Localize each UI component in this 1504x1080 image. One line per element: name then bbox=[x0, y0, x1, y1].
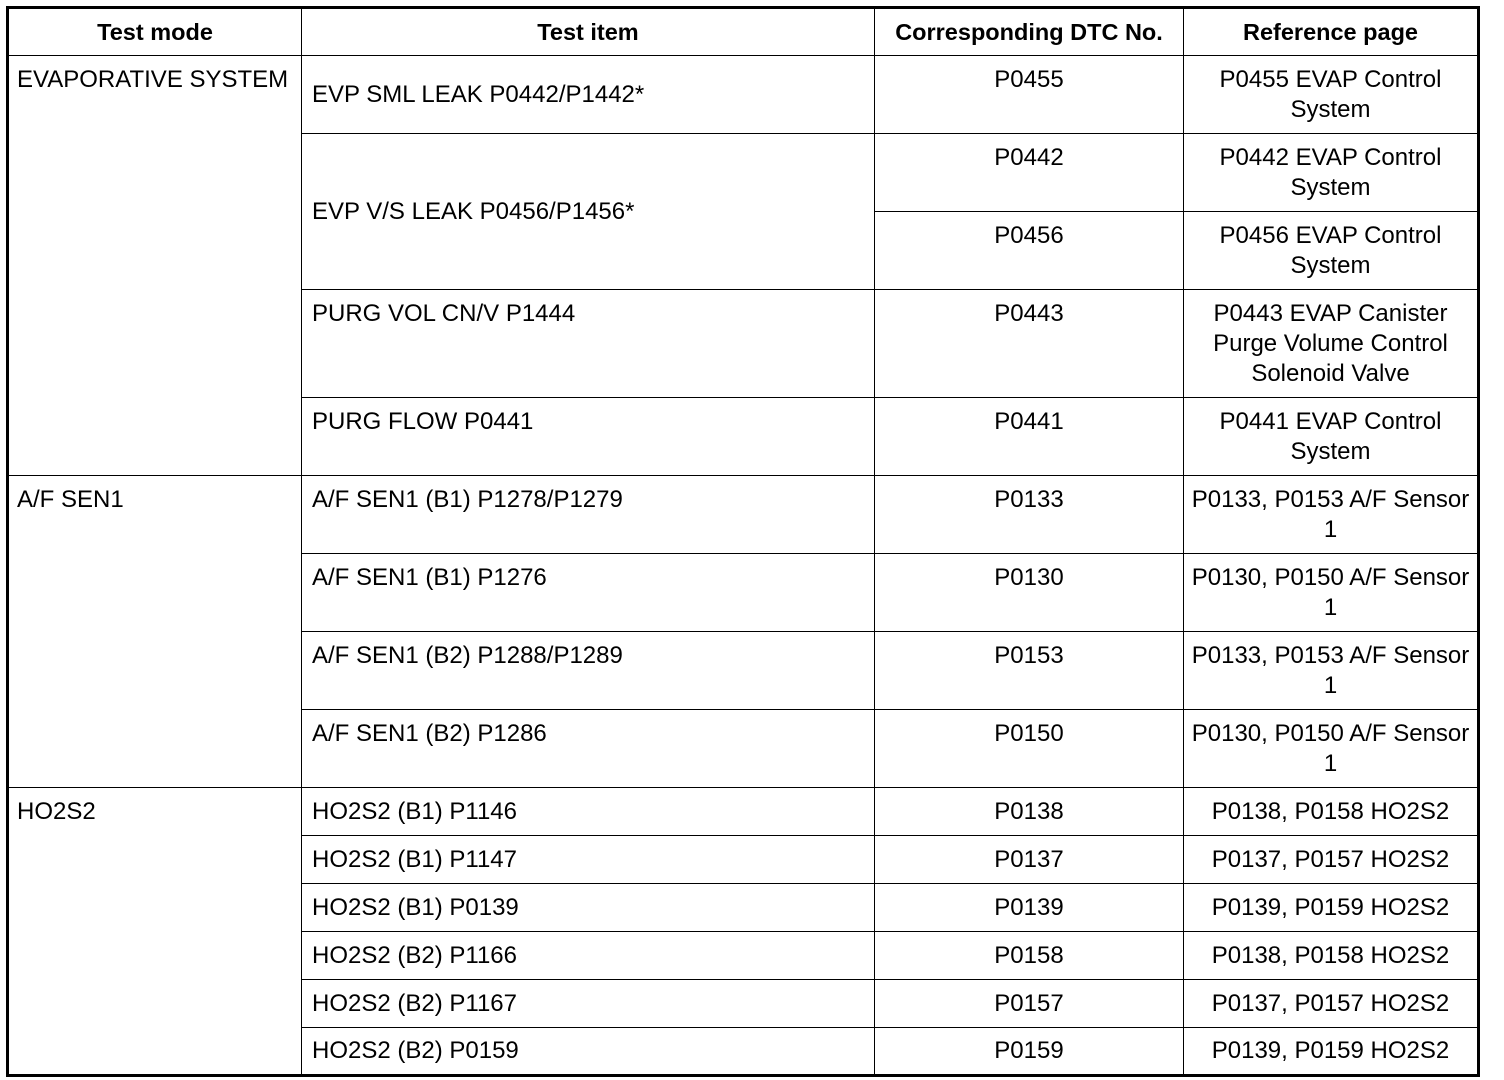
reference-cell: P0130, P0150 A/F Sensor 1 bbox=[1184, 554, 1479, 632]
test-item-cell: A/F SEN1 (B2) P1288/P1289 bbox=[302, 632, 875, 710]
dtc-cell: P0153 bbox=[875, 632, 1184, 710]
header-test-item: Test item bbox=[302, 8, 875, 56]
dtc-cell: P0157 bbox=[875, 980, 1184, 1028]
test-item-cell: EVP V/S LEAK P0456/P1456* bbox=[302, 134, 875, 290]
dtc-cell: P0443 bbox=[875, 290, 1184, 398]
reference-cell: P0130, P0150 A/F Sensor 1 bbox=[1184, 710, 1479, 788]
test-item-cell: HO2S2 (B2) P1167 bbox=[302, 980, 875, 1028]
reference-cell: P0138, P0158 HO2S2 bbox=[1184, 932, 1479, 980]
test-item-cell: A/F SEN1 (B1) P1278/P1279 bbox=[302, 476, 875, 554]
test-item-cell: HO2S2 (B1) P1147 bbox=[302, 836, 875, 884]
table-row bbox=[8, 476, 1479, 554]
dtc-cell: P0138 bbox=[875, 788, 1184, 836]
header-test-mode: Test mode bbox=[8, 8, 302, 56]
dtc-cell: P0455 bbox=[875, 56, 1184, 134]
test-item-cell: EVP SML LEAK P0442/P1442* bbox=[302, 56, 875, 134]
dtc-reference-table bbox=[6, 6, 1480, 1077]
reference-cell: P0139, P0159 HO2S2 bbox=[1184, 884, 1479, 932]
test-item-cell: PURG FLOW P0441 bbox=[302, 398, 875, 476]
dtc-cell: P0139 bbox=[875, 884, 1184, 932]
test-item-cell: HO2S2 (B1) P1146 bbox=[302, 788, 875, 836]
test-item-cell: A/F SEN1 (B2) P1286 bbox=[302, 710, 875, 788]
table-row bbox=[8, 56, 1479, 134]
header-row bbox=[8, 8, 1479, 56]
test-item-cell: PURG VOL CN/V P1444 bbox=[302, 290, 875, 398]
dtc-cell: P0456 bbox=[875, 212, 1184, 290]
reference-cell: P0455 EVAP Control System bbox=[1184, 56, 1479, 134]
reference-cell: P0137, P0157 HO2S2 bbox=[1184, 836, 1479, 884]
dtc-cell: P0158 bbox=[875, 932, 1184, 980]
dtc-cell: P0150 bbox=[875, 710, 1184, 788]
test-item-cell: HO2S2 (B1) P0139 bbox=[302, 884, 875, 932]
table-row bbox=[8, 788, 1479, 836]
reference-cell: P0133, P0153 A/F Sensor 1 bbox=[1184, 632, 1479, 710]
reference-cell: P0456 EVAP Control System bbox=[1184, 212, 1479, 290]
test-item-cell: A/F SEN1 (B1) P1276 bbox=[302, 554, 875, 632]
reference-cell: P0443 EVAP Canister Purge Volume Control Solenoid Valve bbox=[1184, 290, 1479, 398]
test-mode-cell: EVAPORATIVE SYSTEM bbox=[8, 56, 302, 476]
dtc-cell: P0137 bbox=[875, 836, 1184, 884]
reference-cell: P0138, P0158 HO2S2 bbox=[1184, 788, 1479, 836]
reference-cell: P0133, P0153 A/F Sensor 1 bbox=[1184, 476, 1479, 554]
header-dtc-no: Corresponding DTC No. bbox=[875, 8, 1184, 56]
dtc-cell: P0442 bbox=[875, 134, 1184, 212]
dtc-cell: P0130 bbox=[875, 554, 1184, 632]
reference-cell: P0442 EVAP Control System bbox=[1184, 134, 1479, 212]
dtc-cell: P0159 bbox=[875, 1028, 1184, 1076]
test-item-cell: HO2S2 (B2) P1166 bbox=[302, 932, 875, 980]
test-mode-cell: A/F SEN1 bbox=[8, 476, 302, 788]
dtc-cell: P0441 bbox=[875, 398, 1184, 476]
test-item-cell: HO2S2 (B2) P0159 bbox=[302, 1028, 875, 1076]
reference-cell: P0137, P0157 HO2S2 bbox=[1184, 980, 1479, 1028]
dtc-cell: P0133 bbox=[875, 476, 1184, 554]
header-reference-page: Reference page bbox=[1184, 8, 1479, 56]
reference-cell: P0441 EVAP Control System bbox=[1184, 398, 1479, 476]
test-mode-cell: HO2S2 bbox=[8, 788, 302, 1076]
reference-cell: P0139, P0159 HO2S2 bbox=[1184, 1028, 1479, 1076]
